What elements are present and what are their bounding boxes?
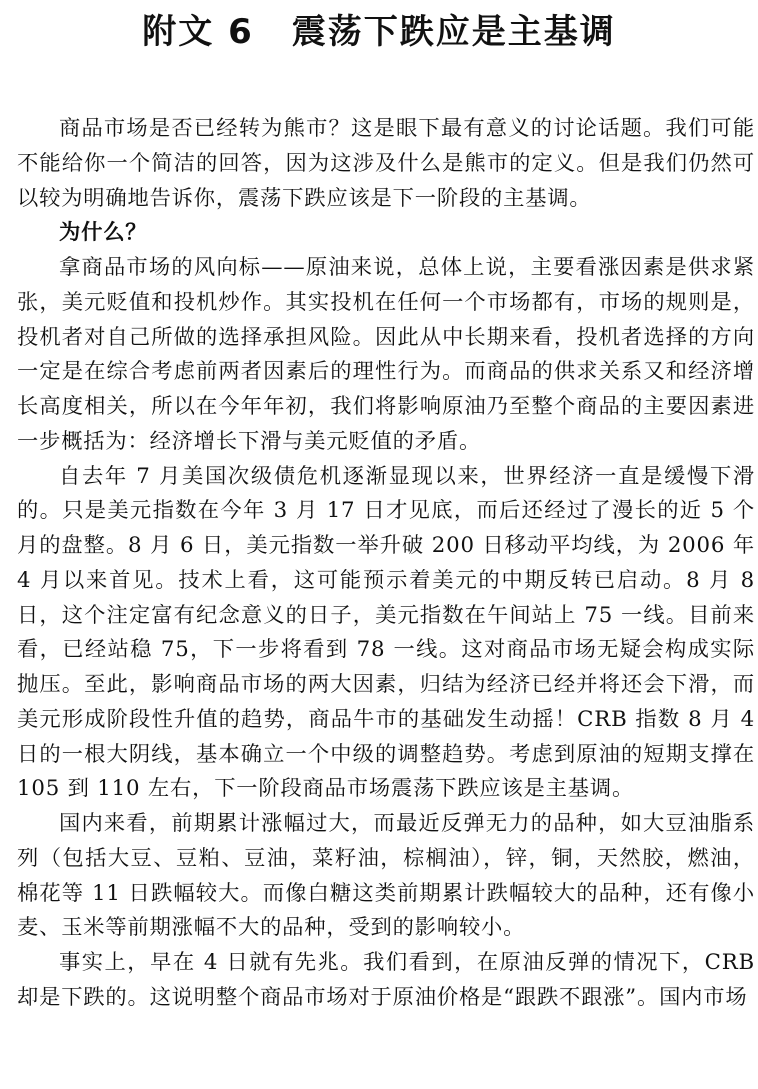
paragraph-evidence: 事实上，早在 4 日就有先兆。我们看到，在原油反弹的情况下，CRB 却是下跌的。这说明整个商品市场对于原油价格是“跟跌不跟涨”。国内市场 bbox=[17, 950, 755, 1010]
paragraph-question: 为什么？ bbox=[59, 220, 148, 246]
body-text bbox=[17, 112, 755, 1016]
page-title bbox=[0, 8, 758, 56]
appendix-label: 附文 6 bbox=[142, 12, 254, 52]
title-text: 震荡下跌应是主基调 bbox=[291, 12, 616, 52]
paragraph-dollar: 自去年 7 月美国次级债危机逐渐显现以来，世界经济一直是缓慢下滑的。只是美元指数在今年 3 月 17 日才见底，而后还经过了漫长的近 5 个月的盘整。8 月 6 日，美元指数一举升破 200 日移动平均线，为 2006 年 4 月以来首见。技术上看，这可能预示着美元的中期反转已启动。8 月 8 日，这个注定富有纪念意义的日子，美元指数在午间站上 75 一线。目前来看，已经站稳 75，下一步将看到 78 一线。这对商品市场无疑会构成实际抛压。至此，影响商品市场的两大因素，归结为经济已经并将还会下滑，而美元形成阶段性升值的趋势，商品牛市的基础发生动摇！CRB 指数 8 月 4 日的一根大阴线，基本确立一个中级的调整趋势。考虑到原油的短期支撑在 105 到 110 左右，下一阶段商品市场震荡下跌应该是主基调。 bbox=[17, 463, 755, 802]
paragraph-oil: 拿商品市场的风向标——原油来说，总体上说，主要看涨因素是供求紧张，美元贬值和投机炒作。其实投机在任何一个市场都有，市场的规则是，投机者对自己所做的选择承担风险。因此从中长期来看，投机者选择的方向一定是在综合考虑前两者因素后的理性行为。而商品的供求关系又和经济增长高度相关，所以在今年年初，我们将影响原油乃至整个商品的主要因素进一步概括为：经济增长下滑与美元贬值的矛盾。 bbox=[17, 255, 755, 454]
paragraph-domestic: 国内来看，前期累计涨幅过大，而最近反弹无力的品种，如大豆油脂系列（包括大豆、豆粕、豆油，菜籽油，棕榈油），锌，铜，天然胶，燃油，棉花等 11 日跌幅较大。而像白糖这类前期累计跌幅较大的品种，还有像小麦、玉米等前期涨幅不大的品种，受到的影响较小。 bbox=[17, 811, 755, 941]
paragraph-intro: 商品市场是否已经转为熊市？这是眼下最有意义的讨论话题。我们可能不能给你一个简洁的回答，因为这涉及什么是熊市的定义。但是我们仍然可以较为明确地告诉你，震荡下跌应该是下一阶段的主基调。 bbox=[17, 116, 755, 211]
